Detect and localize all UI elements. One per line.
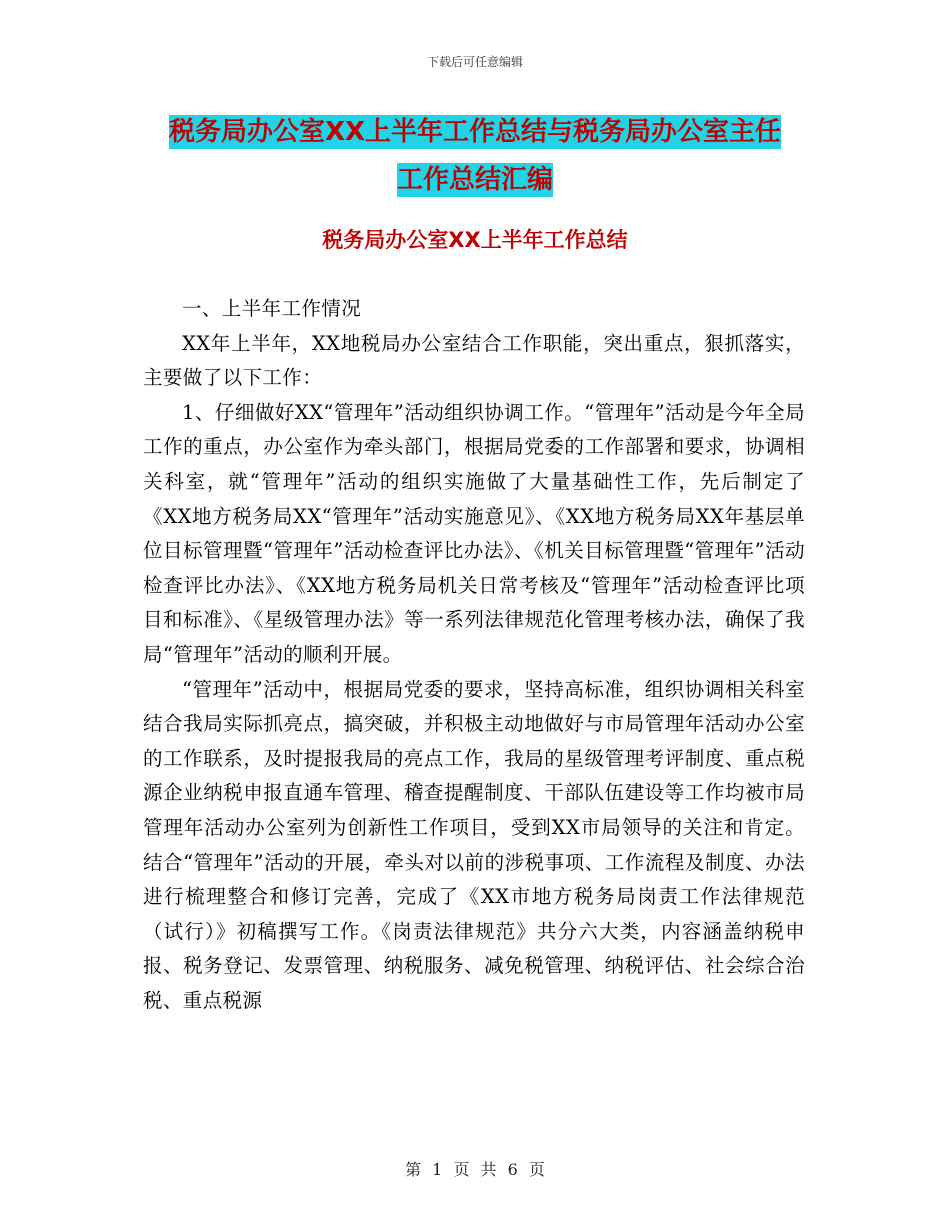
document-title (140, 108, 810, 204)
page-footer: 第 1 页 共 6 页 (405, 1160, 545, 1179)
page-header-note: 下载后可任意编辑 (426, 55, 523, 69)
document-body (143, 292, 805, 1018)
paragraph: 1、仔细做好XX“管理年”活动组织协调工作。“管理年”活动是今年全局工作的重点，办公室作为牵头部门，根据局党委的工作部署和要求，协调相关科室，就“管理年”活动的组织实施做了大量基础性工作，先后制定了《XX地方税务局XX“管理年”活动实施意见》、《XX地方税务局XX年基层单位目标管理暨“管理年”活动检查评比办法》、《机关目标管理暨“管理年”活动检查评比办法》、《XX地方税务局机关日常考核及“管理年”活动检查评比项目和标准》、《星级管理办法》等一系列法律规范化管理考核办法，确保了我局“管理年”活动的顺利开展。 (143, 400, 805, 666)
document-title-line-1: 税务局办公室XX上半年工作总结与税务局办公室主任 (168, 117, 782, 147)
paragraph-heading: 一、上半年工作情况 (182, 297, 362, 320)
paragraph: “管理年”活动中，根据局党委的要求，坚持高标准，组织协调相关科室结合我局实际抓亮点，搞突破，并积极主动地做好与市局管理年活动办公室的工作联系，及时提报我局的亮点工作，我局的星级管理考评制度、重点税源企业纳税申报直通车管理、稽查提醒制度、干部队伍建设等工作均被市局管理年活动办公室列为创新性工作项目，受到XX市局领导的关注和肯定。结合“管理年”活动的开展，牵头对以前的涉税事项、工作流程及制度、办法进行梳理整合和修订完善，完成了《XX市地方税务局岗责工作法律规范（试行）》初稿撰写工作。《岗责法律规范》共分六大类，内容涵盖纳税申报、税务登记、发票管理、纳税服务、减免税管理、纳税评估、社会综合治税、重点税源 (143, 677, 805, 1012)
document-title-line-2: 工作总结汇编 (396, 165, 553, 195)
section-title: 税务局办公室XX上半年工作总结 (322, 228, 628, 252)
paragraph: XX年上半年，XX地税局办公室结合工作职能，突出重点，狠抓落实，主要做了以下工作： (143, 331, 805, 390)
